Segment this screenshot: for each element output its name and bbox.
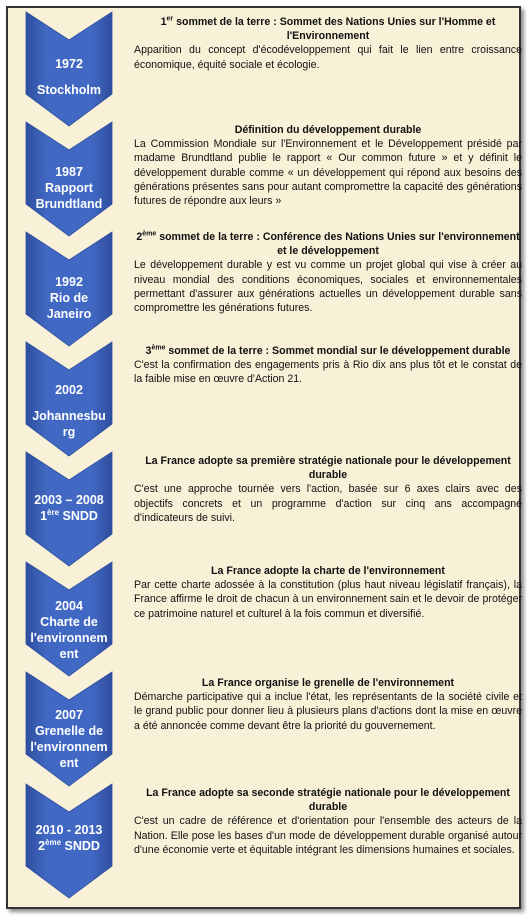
date-place: Johannesburg	[32, 409, 106, 439]
milestone-2-date	[30, 164, 108, 212]
date-place: Janeiro	[46, 307, 92, 321]
date-year: 2002	[55, 383, 83, 397]
milestone-5-text	[134, 454, 522, 525]
timeline-panel	[6, 6, 521, 909]
milestone-4-text	[134, 344, 522, 387]
milestone-description: C'est un cadre de référence et d'orientation pour l'ensemble des acteurs de la Nation. Elle pose les bases d'un mode de développement durable organisé autour d'une économie verte et équitable intégrant les dimensions humaines et sociales.	[134, 815, 522, 856]
milestone-2-text	[134, 123, 522, 208]
date-place: l'environnem	[30, 740, 108, 754]
date-label: Rapport	[45, 181, 93, 195]
date-year: 2003 – 2008	[34, 493, 104, 507]
milestone-description: Le développement durable y est vu comme un projet global qui vise à créer au niveau mondial des conditions économiques, sociales et environnementales permettant d'assurer aux générations actuelles un développement durable sans compromettre les générations futures.	[134, 259, 522, 315]
milestone-8-date	[30, 822, 108, 854]
date-place: Stockholm	[37, 83, 101, 97]
milestone-description: C'est la confirmation des engagements pris à Rio dix ans plus tôt et le constat de la faible mise en œuvre d'Action 21.	[134, 359, 522, 386]
milestone-heading: Définition du développement durable	[234, 124, 422, 136]
milestone-description: Apparition du concept d'écodéveloppement qui fait le lien entre croissance économique, équité sociale et écologie.	[134, 44, 522, 71]
date-year: 1992	[55, 275, 83, 289]
milestone-7-date	[30, 707, 108, 771]
milestone-heading: 2ème sommet de la terre : Conférence des Nations Unies sur l'environnement et le développement	[136, 230, 520, 258]
date-label: Grenelle de	[34, 724, 104, 738]
milestone-8-text	[134, 786, 522, 857]
milestone-6-text	[134, 564, 522, 621]
milestone-3-text	[134, 230, 522, 315]
milestone-description: Démarche participative qui a inclue l'état, les représentants de la société civile et le grand public pour donner lieu à plusieurs plans d'actions dont la mise en œuvre a été annoncée comme devant être la priorité du gouvernement.	[134, 691, 522, 732]
date-year: 2004	[55, 599, 83, 613]
date-label: 1ère SNDD	[40, 507, 98, 523]
milestone-3-date	[30, 274, 108, 322]
milestone-description: C'est une approche tournée vers l'action, basée sur 6 axes clairs avec des objectifs concrets et un programme d'action sur cinq ans accompagné d'indicateurs de suivi.	[134, 483, 522, 524]
date-year: 1987	[55, 165, 83, 179]
date-year: 2007	[55, 708, 83, 722]
date-year: 1972	[55, 57, 83, 71]
milestone-heading: La France organise le grenelle de l'environnement	[201, 677, 455, 689]
date-place: Brundtland	[35, 197, 103, 211]
milestone-heading: La France adopte sa seconde stratégie nationale pour le développement durable	[146, 787, 510, 814]
milestone-heading: La France adopte la charte de l'environnement	[211, 565, 445, 577]
milestone-description: La Commission Mondiale sur l'Environnement et le Développement présidé par madame Brundtland publie le rapport « Our common future » et y définit le développement durable comme « un développement qui répond aux besoins des générations présentes sans pour autant compromettre la capacité des générations futures de répondre aux leurs »	[134, 138, 522, 208]
milestone-7-text	[134, 676, 522, 733]
date-label: 2ème SNDD	[38, 837, 100, 853]
milestone-4-date	[30, 382, 108, 440]
milestone-description: Par cette charte adossée à la constitution (plus haut niveau législatif français), la France affirme le droit de chacun à un environnement sain et le devoir de protéger ce patrimoine naturel et culturel à la fois commun et diversifié.	[134, 579, 522, 620]
milestone-6-date	[30, 598, 108, 662]
date-place-cont: ent	[59, 647, 79, 661]
milestone-5-date	[30, 492, 108, 524]
milestone-1-date	[30, 56, 108, 98]
date-year: 2010 - 2013	[35, 823, 103, 837]
date-label: Charte de	[40, 615, 98, 629]
milestone-1-text	[134, 15, 522, 72]
date-label: Rio de	[49, 291, 89, 305]
date-place-cont: ent	[59, 756, 79, 770]
date-place: l'environnem	[30, 631, 108, 645]
milestone-heading: La France adopte sa première stratégie nationale pour le développement durable	[145, 455, 511, 482]
milestone-heading: 1er sommet de la terre : Sommet des Nations Unies sur l'Homme et l'Environnement	[160, 15, 496, 43]
milestone-heading: 3ème sommet de la terre : Sommet mondial sur le développement durable	[145, 344, 511, 357]
